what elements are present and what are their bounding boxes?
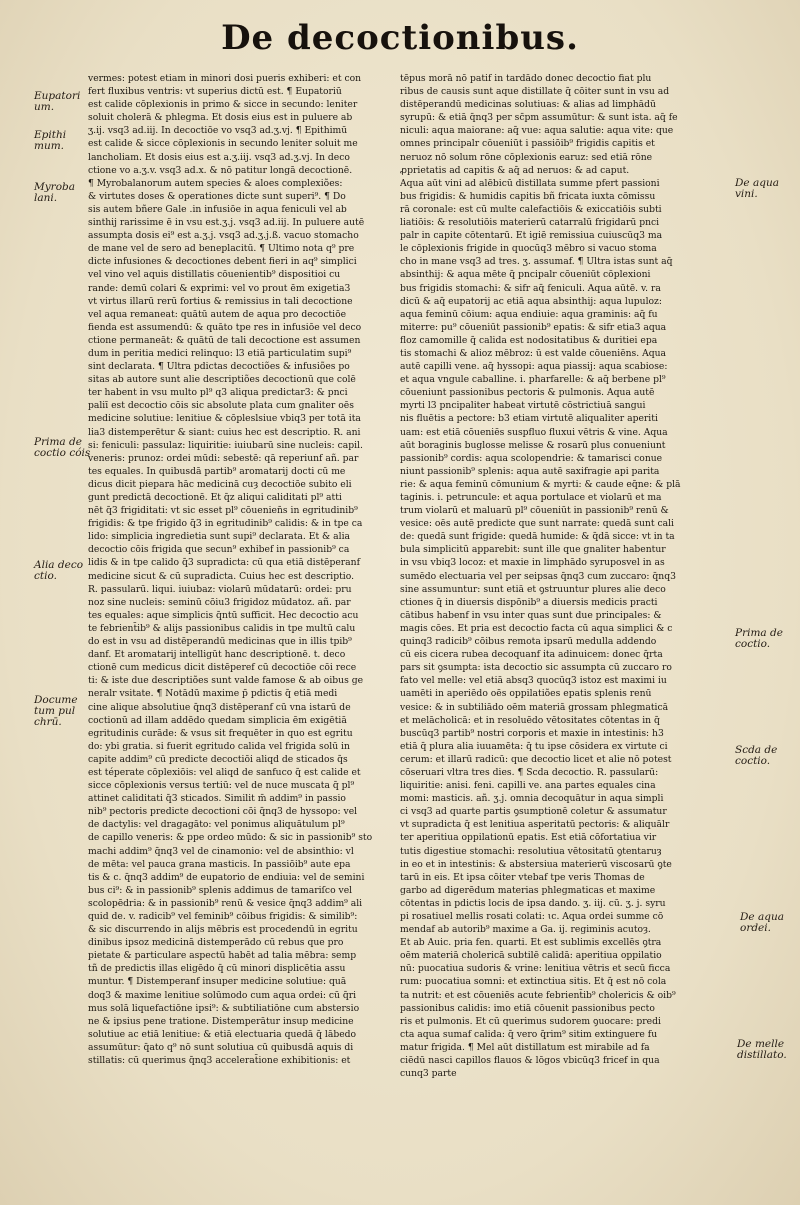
- text-line-right: rum: puocatiua somni: et extinctiua sitis. Et q̄ est nō cola: [400, 976, 667, 988]
- text-line-right: tutis digestiue stomachi: resolutiua vētositatū ꝯtentaruȝ: [400, 845, 662, 857]
- text-line-left: & sic discurrendo in alijs mēbris est procedendū in egritu: [88, 924, 358, 936]
- text-line-right: aūt boraginis buglosse melisse & rosarū plus conueniunt: [400, 439, 666, 451]
- text-line-right: fato vel melle: vel etiā absq3 quocūq3 istoz est maximi iu: [400, 675, 667, 687]
- text-line-right: sine assumuntur: sunt etiā et ꝯstruuntur plures alie deco: [400, 583, 666, 595]
- text-line-left: tes equales: aque simplicis q̄ntū sufficit. Hec decoctio acu: [88, 609, 359, 621]
- text-line-left: de mane vel de sero ad beneplacitū. ¶ Ultimo nota q⁹ pre: [88, 243, 355, 255]
- text-line-right: matur frigida. ¶ Mel aūt distillatum est mirabile ad fa: [400, 1041, 650, 1053]
- text-line-right: taginis. i. petruncule: et aqua portulace et violarū et ma: [400, 492, 662, 503]
- text-line-right: uam: est etiā cōueniēs suspfluo fluxui vētris & vine. Aqua: [400, 426, 668, 438]
- margin-note-line: Myroba: [34, 181, 76, 193]
- text-line-right: ris et pulmonis. Et cū querimus sudorem ꝯuocare: predi: [400, 1015, 661, 1027]
- text-line-left: ctione vo a.ʒ.v. vsq3 ad.x. & nō patitur longā decoctionē.: [88, 164, 353, 176]
- text-line-left: fert fluxibus ventris: vt superius dictū est. ¶ Eupatoriū: [88, 86, 342, 98]
- margin-note-line: ordei.: [740, 922, 771, 934]
- text-line-left: de capillo veneris: & ppe ordeo mūdo: & sic in passionib⁹ sto: [88, 832, 373, 844]
- text-line-right: tarū in eis. Et ipsa cōiter vtebaf tpe veris Thomas de: [400, 871, 645, 883]
- text-line-right: aqua feminū cōium: aqua endiuie: aqua graminis: aq̄ fu: [400, 308, 658, 320]
- text-line-right: ciēdū nasci capillos flauos & lōgos vbicūq3 fricef in qua: [400, 1055, 660, 1067]
- text-line-right: magis cōes. Et pria est decoctio facta cū aqua simplici & c: [400, 622, 673, 634]
- text-line-left: lido: simplicia ingredietia sunt supi⁹ declarata. Et & alia: [88, 531, 350, 543]
- text-line-right: pi rosatiuel mellis rosati colati: ɩc. Aqua ordei summe cō: [400, 911, 664, 922]
- text-line-right: cū eis cicera rubea decoquanf ita adinuicem: donec q̄rta: [400, 649, 663, 661]
- text-line-right: omnes principalr cōueniūt i passiōib⁹ frigidis capitis et: [400, 138, 655, 150]
- text-line-right: cātibus habenf in vsu inter quas sunt due principales: &: [400, 609, 662, 621]
- text-line-right: absinthij: & aqua mēte q̄ pncipalr cōueniūt cōplexioni: [400, 269, 651, 281]
- text-line-left: pietate & particulare aspectū habēt ad talia mēbra: semp: [88, 950, 357, 962]
- text-line-left: do est in vsu ad distēperandū medicinas que in illis tpib⁹: [88, 636, 352, 648]
- text-line-right: ribus de causis sunt aque distillate q̄ cōiter sunt in vsu ad: [400, 86, 670, 98]
- text-line-right: ci vsq3 ad quarte partis ꝯsumptionē coletur & assumatur: [400, 806, 667, 818]
- margin-note-line: Alia deco: [34, 559, 84, 571]
- text-line-left: ʒ.ij. vsq3 ad.iij. In decoctiōe vo vsq3 ad.ʒ.vj. ¶ Epithimū: [88, 125, 348, 137]
- text-line-left: gunt predictā decoctionē. Et q̄z aliqui caliditati pl⁹ atti: [88, 492, 342, 503]
- text-line-left: quid de. v. radicib⁹ vel feminib⁹ cōibus frigidis: & similib⁹:: [88, 911, 358, 922]
- text-line-left: est calide cōplexionis in primo & sicce in secundo: leniter: [88, 99, 358, 111]
- text-line-left: te febrient̄ib⁹ & alijs passionibus calidis in tpe multū calu: [88, 622, 356, 634]
- text-line-left: muntur. ¶ Distemperanf insuper medicine solutiue: quā: [88, 976, 347, 988]
- text-column-right: [400, 72, 730, 1080]
- text-line-right: cho in mane vsq3 ad tres. ʒ. assumaf. ¶ Ultra istas sunt aq̄: [400, 256, 673, 268]
- margin-note-line: coctio.: [735, 638, 771, 650]
- margin-note-line: distillato.: [737, 1049, 787, 1061]
- text-line-left: do: ybi gratia. si fuerit egritudo calida vel frigida solū in: [88, 740, 350, 752]
- text-line-right: cōseruari vltra tres dies. ¶ Scda decoctio. R. passularū:: [400, 766, 659, 778]
- text-line-left: stillatis: cū querimus q̄nq3 accelerat̄ione exhibitionis: et: [88, 1055, 351, 1067]
- margin-note-line: vini.: [735, 188, 758, 200]
- text-line-right: garbo ad digerēdum materias phlegmaticas et maxime: [400, 884, 656, 896]
- text-line-right: quinq3 radicib⁹ cōibus remota ipsarū medulla addendo: [400, 636, 657, 648]
- text-line-left: dicte infusiones & decoctiones debent fieri in aq⁹ simplici: [88, 256, 357, 268]
- text-line-left: dum in peritia medici relinquo: l3 etiā particulatim supi⁹: [88, 347, 352, 359]
- text-line-left: sint declarata. ¶ Ultra pdictas decoctiões & infusiões po: [88, 361, 350, 373]
- text-line-left: machi addim⁹ q̄nq3 vel de cinamonio: vel de absinthio: vl: [88, 845, 354, 857]
- text-line-right: uamēti in aperiēdo oēs oppilatiões epatis splenis renū: [400, 688, 652, 700]
- text-line-left: sinthij rarissime ē in vsu est.ʒ.j. vsq3 ad.iij. In puluere autē: [88, 217, 365, 229]
- text-line-left: de mēta: vel pauca grana masticis. In passiōib⁹ aute epa: [88, 858, 351, 870]
- text-line-left: lancholiam. Et dosis eius est a.ʒ.iij. vsq3 ad.ʒ.vj. In deco: [88, 151, 350, 163]
- margin-note-line: De melle: [737, 1038, 785, 1050]
- margin-note-de-aqua-ordei: [740, 912, 784, 934]
- text-line-left: est téperate cōplexiōis: vel aliqd de sanfuco q̄ est calide et: [88, 766, 361, 778]
- text-line-left: capite addim⁹ cū predicte decoctiōi aliqd de sticados q̄s: [88, 753, 348, 765]
- text-line-right: buscūq3 partib⁹ nostri corporis et maxie in intestinis: h3: [400, 727, 664, 739]
- margin-note-line: Eupatori: [34, 90, 81, 102]
- text-line-right: miterre: pu⁹ cōueniūt passionib⁹ epatis: & sifr etia3 aqua: [400, 321, 667, 333]
- text-line-left: soluit cholerā & phlegma. Et dosis eius est in puluere ab: [88, 112, 353, 124]
- text-line-right: ꝓprietatis ad capitis & aq̄ ad neruos: & ad caput.: [400, 164, 630, 176]
- text-line-right: syrupū: & etiā q̄nq3 per sc̄pm assumūtur: & sunt ista. aq̄ fe: [400, 112, 678, 124]
- text-column-left: [88, 72, 390, 1067]
- text-line-right: liquiritie: anisi. feni. capilli ve. ana partes equales cina: [400, 780, 656, 792]
- text-line-right: niunt passionib⁹ splenis: aqua autē saxifragie api parita: [400, 465, 660, 477]
- text-line-left: vel aqua remaneat: quātū autem de aqua pro decoctiōe: [88, 308, 347, 320]
- text-line-left: noz sine nucleis: seminū cōiu3 frigidoz mūdatoz. añ. par: [88, 596, 351, 608]
- text-line-right: sumēdo electuaria vel per seipsas q̄nq3 cum zuccaro: q̄nq3: [400, 570, 676, 582]
- text-line-right: in vsu vbiq3 locoz: et maxie in limphādo syruposvel in as: [400, 557, 665, 569]
- text-line-left: coctionū ad illam addēdo quedam simplicia ēm exigētiā: [88, 714, 347, 726]
- text-line-right: vt supradicta q̄ est lenitiua asperitatū pectoris: & aliquālr: [400, 819, 670, 831]
- margin-note-line: ctio.: [34, 570, 57, 582]
- text-line-left: frigidis: & tpe frigido q̄3 in egritudinib⁹ calidis: & in tpe ca: [88, 518, 363, 530]
- text-line-right: de: quedā sunt frigide: quedā humide: & q̄dā sicce: vt in ta: [400, 531, 675, 543]
- text-line-right: autē capilli vene. aq̄ hyssopi: aqua piassij: aqua scabiose:: [400, 361, 668, 373]
- text-line-right: le cōplexionis frigide in quocūq3 mēbro si vacuo stoma: [400, 243, 657, 255]
- text-line-left: ne & ipsius pene tratione. Distemperātur insup medicine: [88, 1015, 354, 1027]
- margin-note-line: De aqua: [740, 911, 784, 923]
- text-line-right: passionib⁹ cordis: aqua scolopendrie: & tamarisci conue: [400, 452, 663, 464]
- text-line-left: est calide & sicce cōplexionis in secundo leniter soluit me: [88, 138, 358, 150]
- margin-note-documentum: [34, 695, 78, 728]
- text-line-right: Et ab Auic. pria fen. quarti. Et est sublimis excellēs ꝯtra: [400, 937, 662, 949]
- text-line-right: distēperandū medicinas solutiuas: & alias ad limphādū: [400, 99, 656, 111]
- text-line-left: ctione permaneāt: & quātū de tali decoctione est assumen: [88, 334, 361, 346]
- margin-note-line: coctio cóis: [34, 447, 91, 459]
- page-title: De decoctionibus.: [221, 18, 579, 58]
- text-line-right: tēpus morā nō patif in tardādo donec decoctio fiat plu: [400, 73, 652, 84]
- text-line-right: dicū & aq̄ eupatorij ac etiā aqua absinthij: aqua lupuloz:: [400, 295, 662, 307]
- text-line-left: doq3 & maxime lenitiue solūmodo cum aqua ordei: cū q̄ri: [88, 989, 357, 1001]
- text-line-left: & virtutes doses & operationes dicte sunt superi⁹. ¶ Do: [88, 190, 346, 202]
- margin-note-de-aqua-vini: [735, 178, 779, 200]
- text-line-left: assumpta dosis ei⁹ est a.ʒ.j. vsq3 ad.ʒ.j.ß. vacuo stomacho: [88, 230, 359, 242]
- text-line-right: pars sit ꝯsumpta: ista decoctio sic assumpta cū zuccaro ro: [400, 662, 672, 674]
- text-line-left: danf. Et aromatarij intelligūt hanc descriptionē. t. deco: [88, 649, 346, 661]
- text-line-left: tes equales. In quibusdā partib⁹ aromatarij docti cū me: [88, 465, 346, 477]
- text-line-right: neruoz nō solum rōne cōplexionis earuz: sed etiā rōne: [400, 151, 653, 163]
- text-line-left: R. passularū. liqui. iuiubaz: violarū mūdatarū: ordei: pru: [88, 583, 352, 595]
- text-line-left: mus solā liquefactiōne ipsi⁹: & subtiliatiōne cum abstersio: [88, 1002, 360, 1014]
- text-line-right: liatiōis: & resolutiōis materierū catarralū frigidarū pnci: [400, 217, 660, 229]
- text-line-left: veneris: prunoz: ordei mūdi: sebestē: qā reperiunf añ. par: [88, 452, 359, 464]
- margin-note-prima-decoctio-communis: [34, 437, 90, 459]
- text-line-left: nib⁹ pectoris predicte decoctioni cōi q̄nq3 de hyssopo: vel: [88, 806, 358, 818]
- text-line-left: cine alique absolutiue q̄nq3 distēperanf cū vna istarū de: [88, 701, 351, 713]
- text-line-right: etiā q̄ plura alia iuuamēta: q̄ tu ipse cōsidera ex virtute ci: [400, 740, 668, 752]
- text-line-left: decoctio cōis frigida que secun⁹ exhibef in passionib⁹ ca: [88, 544, 350, 556]
- text-line-left: ti: & iste due descriptiões sunt valde famose & ab oibus ge: [88, 675, 364, 687]
- text-line-left: sis autem bñere Gale .in infusiōe in aqua feniculi vel ab: [88, 203, 347, 215]
- text-line-right: bus frigidis stomachi: & sifr aq̄ feniculi. Aqua aūtē. v. ra: [400, 282, 661, 294]
- text-line-left: medicine solutiue: lenitiue & cōpleslsiue vbiq3 per totā ita: [88, 413, 361, 425]
- text-line-right: ter aperitiua oppilationū epatis. Est etiā cōfortatiua vir: [400, 832, 657, 844]
- text-line-left: solutiue ac etiā lenitiue: & etiā electuaria quedā q̄ lābedo: [88, 1028, 357, 1040]
- text-line-right: passionibus calidis: imo etiā cōuenit passionibus pecto: [400, 1002, 655, 1014]
- text-line-left: sitas ab autore sunt alie descriptiões decoctionū que colē: [88, 374, 356, 386]
- text-line-right: palr in capite cōtentarū. Et igiē remissiua cuiuscūq3 ma: [400, 230, 663, 242]
- margin-note-line: Docume: [34, 694, 78, 706]
- margin-note-alia-decoctio: [34, 560, 83, 582]
- text-line-right: vesice: & in subtiliādo oēm materiā grossam phlegmaticā: [400, 701, 669, 713]
- margin-note-de-melle-distillato: [737, 1039, 787, 1061]
- text-line-left: paliī est decoctio cōis sic absolute plata cum gnaliter oēs: [88, 400, 354, 412]
- text-line-left: vt virtus illarū rerū fortius & remissius in tali decoctione: [88, 295, 353, 307]
- text-line-left: bus ci⁹: & in passionib⁹ splenis addimus de tamariſco vel: [88, 884, 353, 896]
- text-line-left: egritudinis curāde: & vsus sit frequēter in quo est egritu: [88, 727, 353, 739]
- margin-note-eupatorium: [34, 91, 80, 113]
- text-line-left: neralr vsitate. ¶ Notādū maxime p̄ pdictis q̄ etiā medi: [88, 688, 338, 700]
- text-line-right: bus frigidis: & humidis capitis bñ fricata iuxta cōmissu: [400, 190, 656, 202]
- text-line-right: rie: & aqua feminū cōmunium & myrti: & caude eq̄ne: & plā: [400, 478, 681, 490]
- text-line-right: oēm materiā cholericā subtilē calidā: aperitiua oppilatio: [400, 950, 662, 962]
- text-line-left: tis & c. q̄nq3 addim⁹ de eupatorio de endiuia: vel de semini: [88, 871, 365, 883]
- text-line-right: bula simplicitū apparebit: sunt ille que gnaliter habentur: [400, 544, 666, 556]
- text-line-left: nēt q̄3 frigiditati: vt sic esset pl⁹ cōuenien̄s in egritudinib⁹: [88, 505, 358, 517]
- margin-note-epithimum: [34, 130, 66, 152]
- margin-note-line: coctio.: [735, 755, 771, 767]
- text-line-right: cta aqua sumaf calida: q̄ vero q̄rim⁹ sitim extinguere fu: [400, 1028, 658, 1040]
- text-line-left: sicce cōplexionis versus tertiū: vel de nuce muscata q̄ pl⁹: [88, 780, 355, 792]
- text-line-right: cōueniunt passionibus pectoris & pulmonis. Aqua autē: [400, 387, 655, 399]
- margin-note-line: tum pul: [34, 705, 76, 717]
- margin-note-line: chrū.: [34, 716, 62, 728]
- text-line-right: cerum: et illarū radicū: que decoctio licet et alie nō potest: [400, 753, 672, 765]
- margin-note-secunda-decoctio: [735, 745, 777, 767]
- text-line-right: in eo et in intestinis: & abstersiua materierū viscosarū ꝯte: [400, 858, 672, 870]
- text-line-right: ctiones q̄ in diuersis dispōnib⁹ a diuersis medicis practi: [400, 596, 658, 608]
- text-line-right: myrti l3 pncipaliter habeat virtutē cōstrictiuā sangui: [400, 400, 646, 412]
- text-line-right: momi: masticis. añ. ʒ.j. omnia decoquātur in aqua simpli: [400, 793, 664, 805]
- text-line-left: dinibus ipsoz medicinā distemperādo cū rebus que pro: [88, 937, 344, 949]
- text-line-left: attinet caliditati q̄3 sticados. Similit m̄ addim⁹ in passio: [88, 793, 346, 805]
- text-line-left: lia3 distemperētur & siant: cuius hec est descriptio. R. ani: [88, 426, 361, 438]
- text-line-left: dicus dicit piepara hāc medicinā cuȝ decoctiōe subito eli: [88, 478, 352, 490]
- text-line-right: Aqua aūt vini ad alēbicū distillata summe pfert passioni: [400, 177, 660, 189]
- text-line-left: vermes: potest etiam in minori dosi pueris exhiberi: et con: [88, 73, 362, 84]
- margin-note-line: Epithi: [34, 129, 67, 141]
- text-line-left: ter habent in vsu multo pl⁹ q3 aliqua predictar3: & pnci: [88, 387, 348, 399]
- text-line-right: niculi: aqua maiorane: aq̄ vue: aqua salutie: aqua vite: que: [400, 125, 674, 137]
- text-line-right: ta nutrit: et est cōueniēs acute febrient̄ib⁹ cholericis & oib⁹: [400, 989, 676, 1001]
- text-line-left: si: feniculi: passulaz: liquiritie: iuiubarū sine nucleis: capil.: [88, 439, 363, 451]
- text-line-right: vesice: oēs autē predicte que sunt narrate: quedā sunt cali: [400, 518, 674, 530]
- text-line-left: vel vino vel aquis distillatis cōuenientib⁹ dispositioi cu: [88, 269, 341, 281]
- text-line-right: rā coronale: est cū multe calefactiōis & exiccatiōis subti: [400, 203, 662, 215]
- text-line-left: ctionē cum medicus dicit distēperef cū decoctiōe cōi rece: [88, 662, 357, 674]
- text-line-right: et melācholicā: et in resoluēdo vētositates cōtentas in q̄: [400, 714, 660, 726]
- text-line-right: mendaf ab autorib⁹ maxime a Ga. ij. regiminis acutoȝ.: [400, 924, 651, 936]
- margin-note-prima-decoctio: [735, 628, 783, 650]
- text-line-right: trum violarū et maluarū pl⁹ cōueniūt in passionib⁹ renū &: [400, 505, 669, 517]
- text-line-left: assumūtur: q̄ato q⁹ nō sunt solutiua cū quibusdā aquis di: [88, 1041, 354, 1053]
- text-line-right: cōtentas in pdictis locis de ipsa dando. ʒ. iij. cū. ʒ. j. syru: [400, 897, 666, 909]
- text-line-left: lidis & in tpe calido q̄3 supradicta: cū qua etiā distēperanf: [88, 557, 360, 569]
- text-line-left: scolopēdria: & in passionib⁹ renū & vesice q̄nq3 addim⁹ ali: [88, 897, 363, 909]
- margin-note-line: Scda de: [735, 744, 778, 756]
- text-line-right: tis stomachi & alioz mēbroz: ū est valde cōueniēns. Aqua: [400, 347, 667, 359]
- text-line-right: nū: puocatiua sudoris & vrine: lenitiua vētris et secū ficca: [400, 963, 671, 975]
- margin-note-line: Prima de: [34, 436, 82, 448]
- text-line-right: cunq3 parte: [400, 1068, 457, 1080]
- text-line-left: ¶ Myrobalanorum autem species & aloes complexiões:: [88, 177, 343, 189]
- margin-note-line: De aqua: [735, 177, 779, 189]
- margin-note-line: mum.: [34, 140, 65, 152]
- margin-note-line: lani.: [34, 192, 58, 204]
- text-line-left: de dactylis: vel dragagāto: vel ponimus aliquātulum pl⁹: [88, 819, 345, 831]
- text-line-left: tñ de predictis illas eligēdo q̄ cū minori displicētia assu: [88, 963, 346, 975]
- text-line-right: et aqua vngule caballine. i. pharfarelle: & aq̄ berbene pl⁹: [400, 374, 666, 386]
- text-line-left: fienda est assumendū: & quāto tpe res in infusiōe vel deco: [88, 321, 362, 333]
- margin-note-line: Prima de: [735, 627, 783, 639]
- margin-note-myrobalani: [34, 182, 75, 204]
- margin-note-line: um.: [34, 101, 55, 113]
- text-line-right: floz camomille q̄ calida est nodositatibus & duritiei epa: [400, 334, 658, 346]
- text-line-left: medicine sicut & cū supradicta. Cuius hec est descriptio.: [88, 570, 355, 582]
- text-line-right: nis fluētis a pectore: b3 etiam virtutē aliqualiter aperiti: [400, 413, 658, 425]
- text-line-left: rande: demū colari & exprimi: vel vo prout ēm exigetia3: [88, 282, 351, 294]
